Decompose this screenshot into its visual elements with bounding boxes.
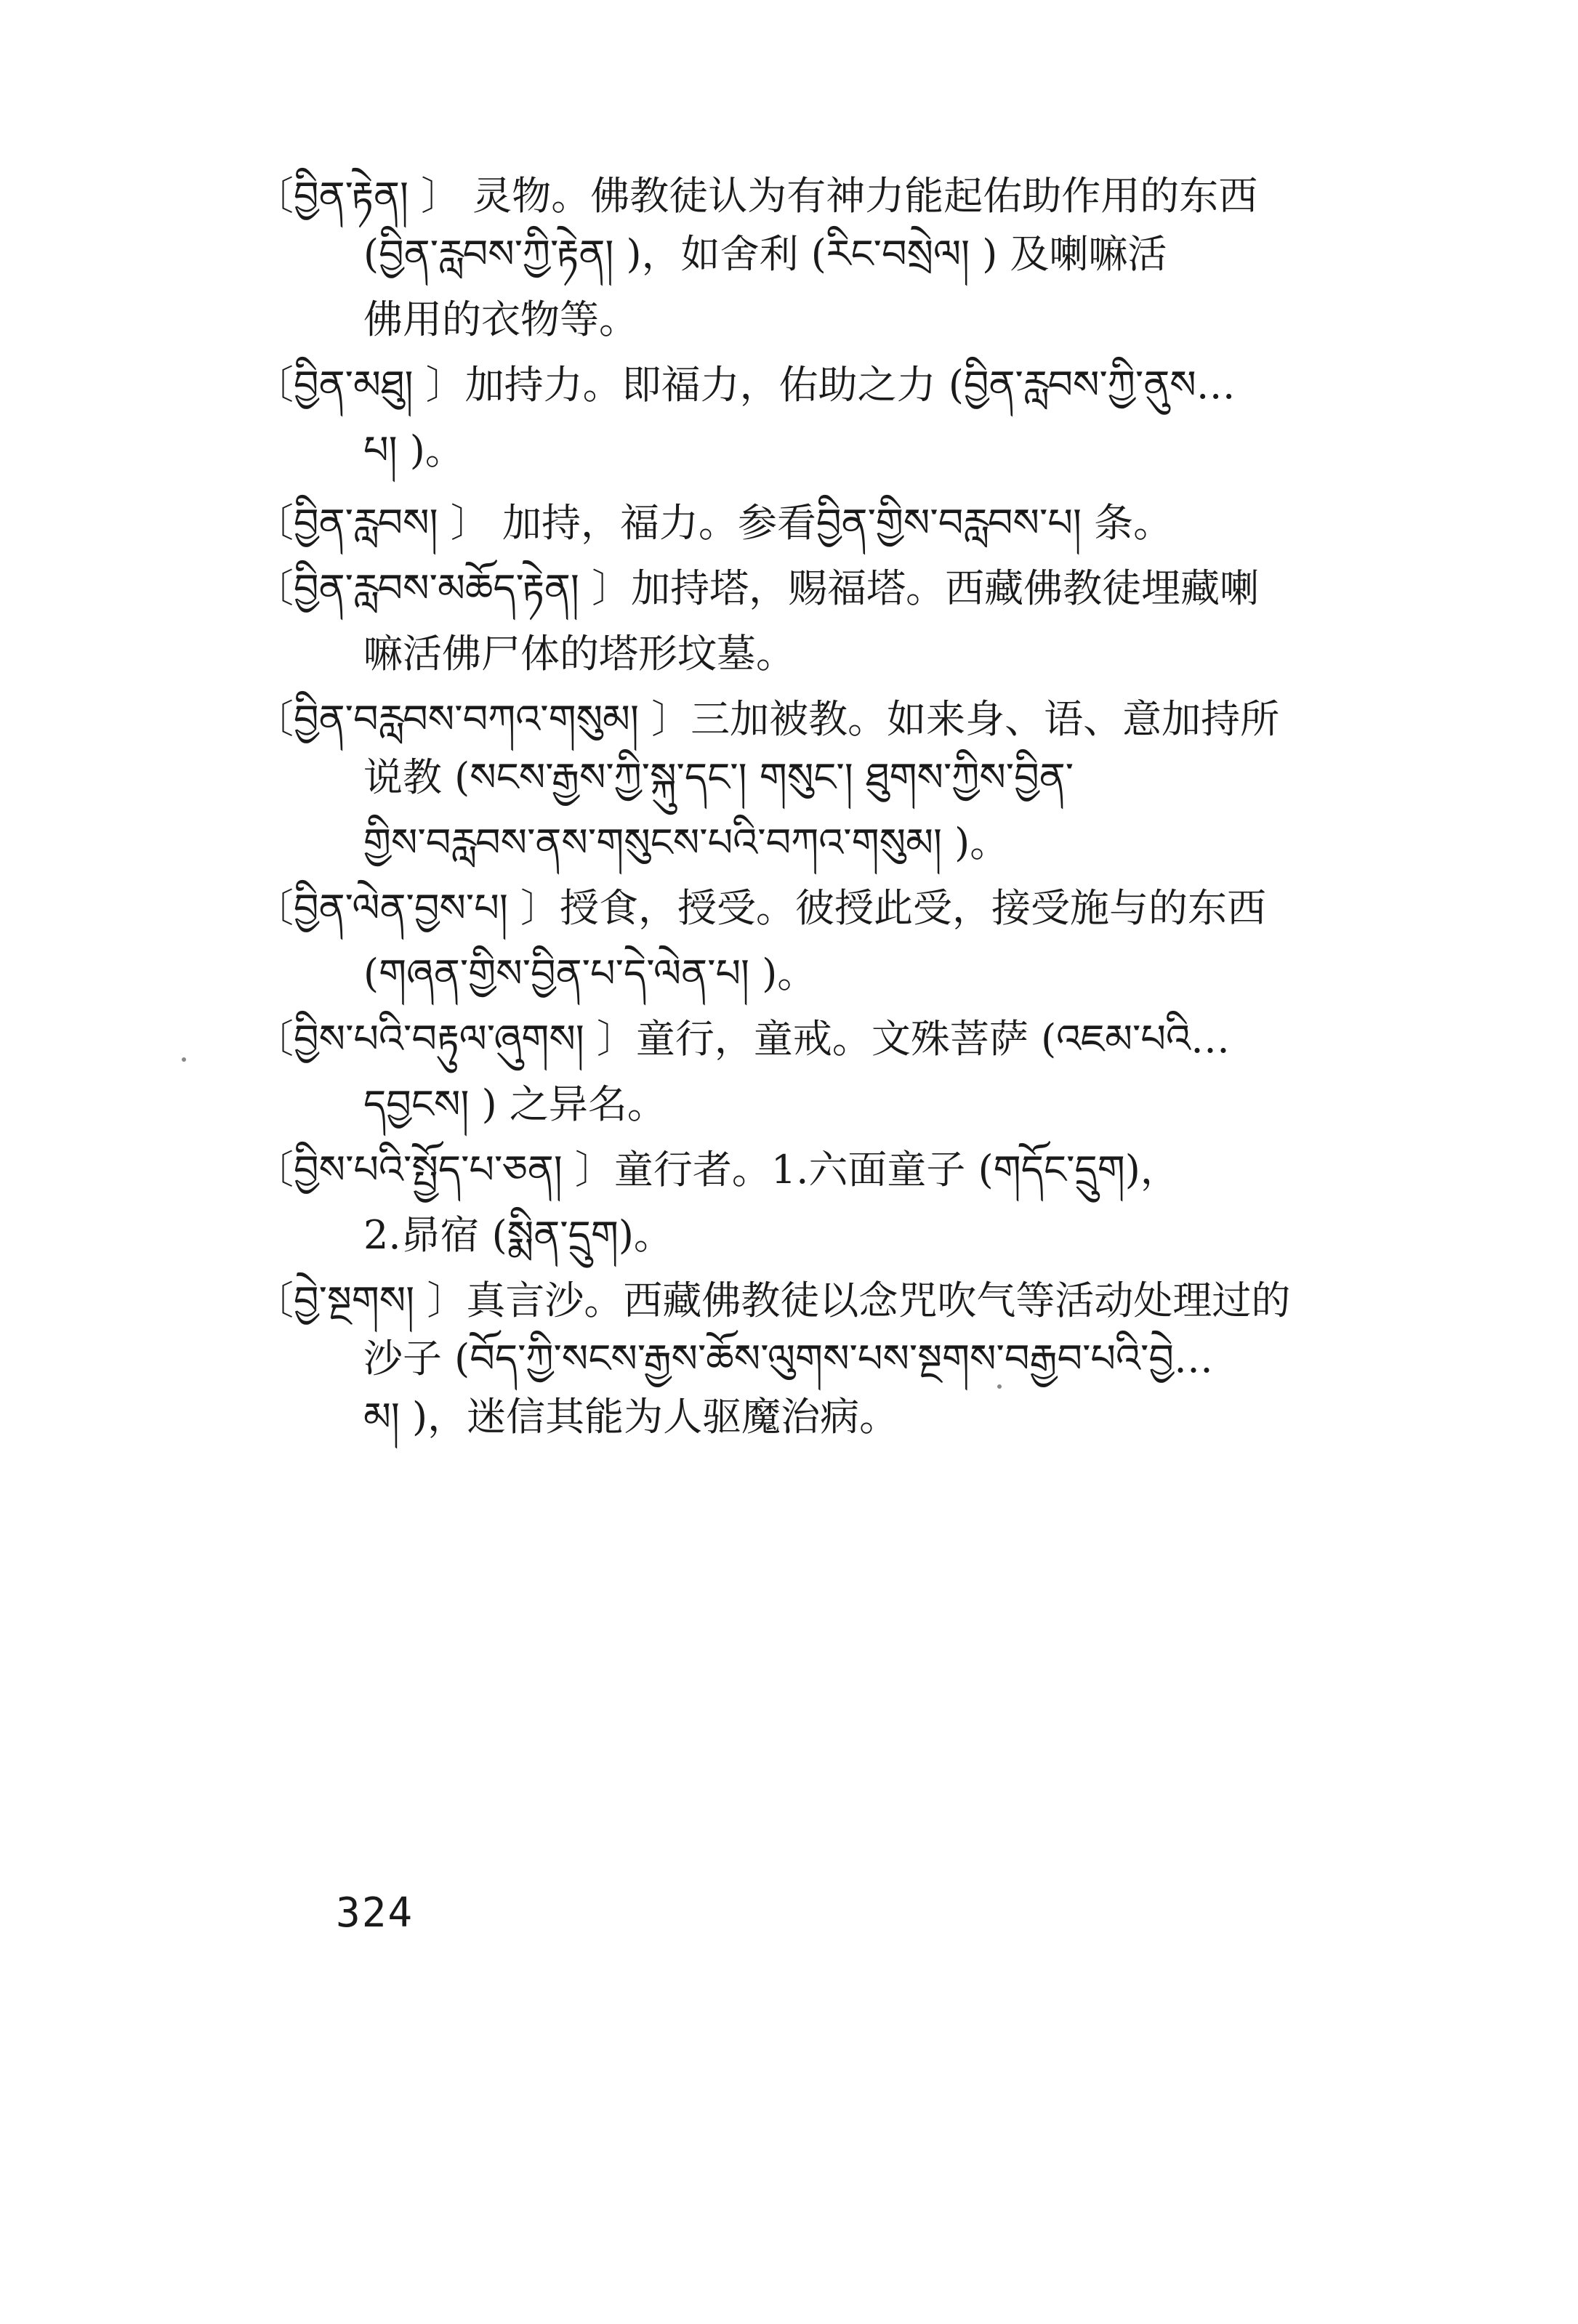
entry-line: 〔བྱིན་བརླབས་བཀའ་གསུམ། 〕三加被教。如来身、语、意加持所 xyxy=(254,696,1280,742)
scan-speck xyxy=(182,1057,186,1062)
entry-line: 〔བྱིན་རླབས། 〕 加持，福力。参看བྱིན་གྱིས་བརླབས་པ། 条。 xyxy=(254,500,1173,546)
entry-line: དབྱངས། ) 之异名。 xyxy=(363,1081,667,1127)
entry-list xyxy=(254,167,1374,1446)
entry-line: 说教 (སངས་རྒྱས་ཀྱི་སྐུ་དང་། གསུང་། ཐུགས་ཀྱིས་བྱིན་ xyxy=(363,754,1074,800)
entry-line: 嘛活佛尸体的塔形坟墓。 xyxy=(363,631,795,677)
entry-line: 2.昴宿 (སྨིན་དྲུག)。 xyxy=(363,1212,673,1258)
entry-line: 〔བྱིན་རླབས་མཆོད་རྟེན། 〕加持塔，赐福塔。西藏佛教徒埋藏喇 xyxy=(254,565,1260,611)
page-number: 324 xyxy=(336,1889,414,1937)
entry-line: གྱིས་བརླབས་ནས་གསུངས་པའི་བཀའ་གསུམ། )。 xyxy=(363,820,1010,866)
entry-line: (གཞན་གྱིས་བྱིན་པ་དེ་ལེན་པ། )。 xyxy=(363,951,817,996)
entry-line: པ། )。 xyxy=(363,427,464,473)
entry-line: 〔བྱིས་པའི་སྤྱོད་པ་ཅན། 〕童行者。1.六面童子 (གདོང་དྲུག)， xyxy=(254,1147,1180,1193)
scan-speck xyxy=(997,1384,1002,1389)
entry-line: 〔བྱིན་མཐུ། 〕加持力。即福力，佑助之力 (བྱིན་རླབས་ཀྱི་ནུས… xyxy=(254,362,1236,408)
entry-line: 〔བྱིན་ལེན་བྱས་པ། 〕授食，授受。彼授此受，接受施与的东西 xyxy=(254,885,1267,931)
entry-line: 〔བྱིན་རྟེན། 〕 灵物。佛教徒认为有神力能起佑助作用的东西 xyxy=(254,173,1258,219)
entry-line: (བྱིན་རླབས་ཀྱི་རྟེན། )，如舍利 (རིང་བསྲེལ། ) 及喇嘛活 xyxy=(363,231,1167,277)
entry-line: མ། )，迷信其能为人驱魔治病。 xyxy=(363,1394,899,1440)
entry-line: 〔བྱིས་པའི་བརྟུལ་ཞུགས། 〕童行，童戒。文殊菩萨 (འཇམ་པའི… xyxy=(254,1016,1230,1062)
entry-line: 沙子 (བོད་ཀྱི་སངས་རྒྱས་ཆོས་ལུགས་པས་སྔགས་བརྒྱབ་པའི་བྱེ… xyxy=(363,1336,1213,1381)
entry-line: 〔བྱེ་སྔགས། 〕真言沙。西藏佛教徒以念咒吹气等活动处理过的 xyxy=(254,1278,1291,1323)
entry-line: 佛用的衣物等。 xyxy=(363,296,638,342)
